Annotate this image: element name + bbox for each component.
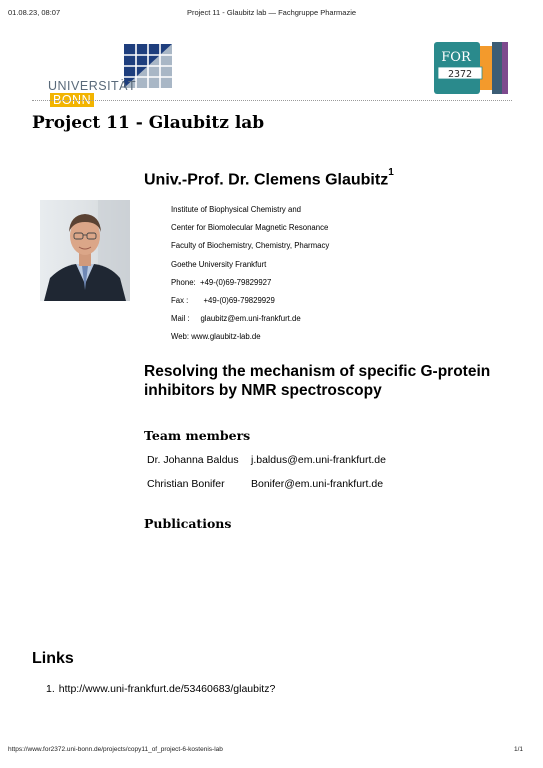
print-date: 01.08.23, 08:07	[8, 8, 61, 17]
header-divider	[32, 100, 512, 101]
contact-center: Center for Biomolecular Magnetic Resonance	[171, 223, 329, 233]
publications-heading: Publications	[144, 516, 232, 531]
for2372-logo[interactable]	[432, 40, 512, 96]
print-page-title: Project 11 - Glaubitz lab — Fachgruppe Pharmazie	[186, 8, 357, 17]
university-bonn-logo[interactable]	[48, 44, 174, 107]
team-members-heading: Team members	[144, 428, 251, 443]
team-member-email[interactable]: Bonifer@em.uni-frankfurt.de	[251, 478, 384, 490]
contact-university: Goethe University Frankfurt	[171, 259, 267, 269]
print-header	[0, 8, 543, 20]
svg-text:2372: 2372	[447, 69, 473, 80]
for2372-logo-icon	[432, 40, 512, 96]
team-member-email[interactable]: j.baldus@em.uni-frankfurt.de	[251, 454, 386, 466]
link-url[interactable]: http://www.uni-frankfurt.de/53460683/glaubitz?	[58, 683, 276, 695]
contact-web[interactable]: Web: www.glaubitz-lab.de	[171, 332, 261, 342]
portrait-photo	[40, 200, 130, 301]
person-name: Univ.-Prof. Dr. Clemens Glaubitz$^1$	[144, 167, 394, 189]
link-item	[46, 683, 275, 695]
team-member-name: Dr. Johanna Baldus	[147, 454, 239, 466]
page-title: Project 11 - Glaubitz lab	[32, 113, 265, 133]
contact-phone: Phone: +49-(0)69-79829927	[171, 277, 272, 287]
footnote-marker: 1	[388, 167, 394, 178]
contact-institute: Institute of Biophysical Chemistry and	[171, 205, 302, 214]
contact-mail[interactable]: Mail : glaubitz@em.uni-frankfurt.de	[171, 314, 301, 324]
links-list	[46, 683, 275, 695]
links-heading: Links	[32, 650, 74, 667]
link-number: 1.	[46, 683, 55, 695]
contact-fax: Fax : +49-(0)69-79829929	[171, 295, 275, 305]
print-page-number: 1/1	[513, 746, 523, 753]
contact-details	[171, 205, 329, 351]
svg-text:FOR: FOR	[441, 50, 471, 65]
project-title: Resolving the mechanism of specific G-protein inhibitors by NMR spectroscopy	[144, 363, 491, 399]
bonn-logo-wordmark: UNIVERSITÄTBONN	[48, 79, 137, 107]
contact-faculty: Faculty of Biochemistry, Chemistry, Pharmacy	[171, 241, 330, 251]
team-member-name: Christian Bonifer	[147, 478, 225, 490]
print-url: https://www.for2372.uni-bonn.de/projects/copy11_of_project-6-kostenis-lab	[8, 746, 223, 753]
